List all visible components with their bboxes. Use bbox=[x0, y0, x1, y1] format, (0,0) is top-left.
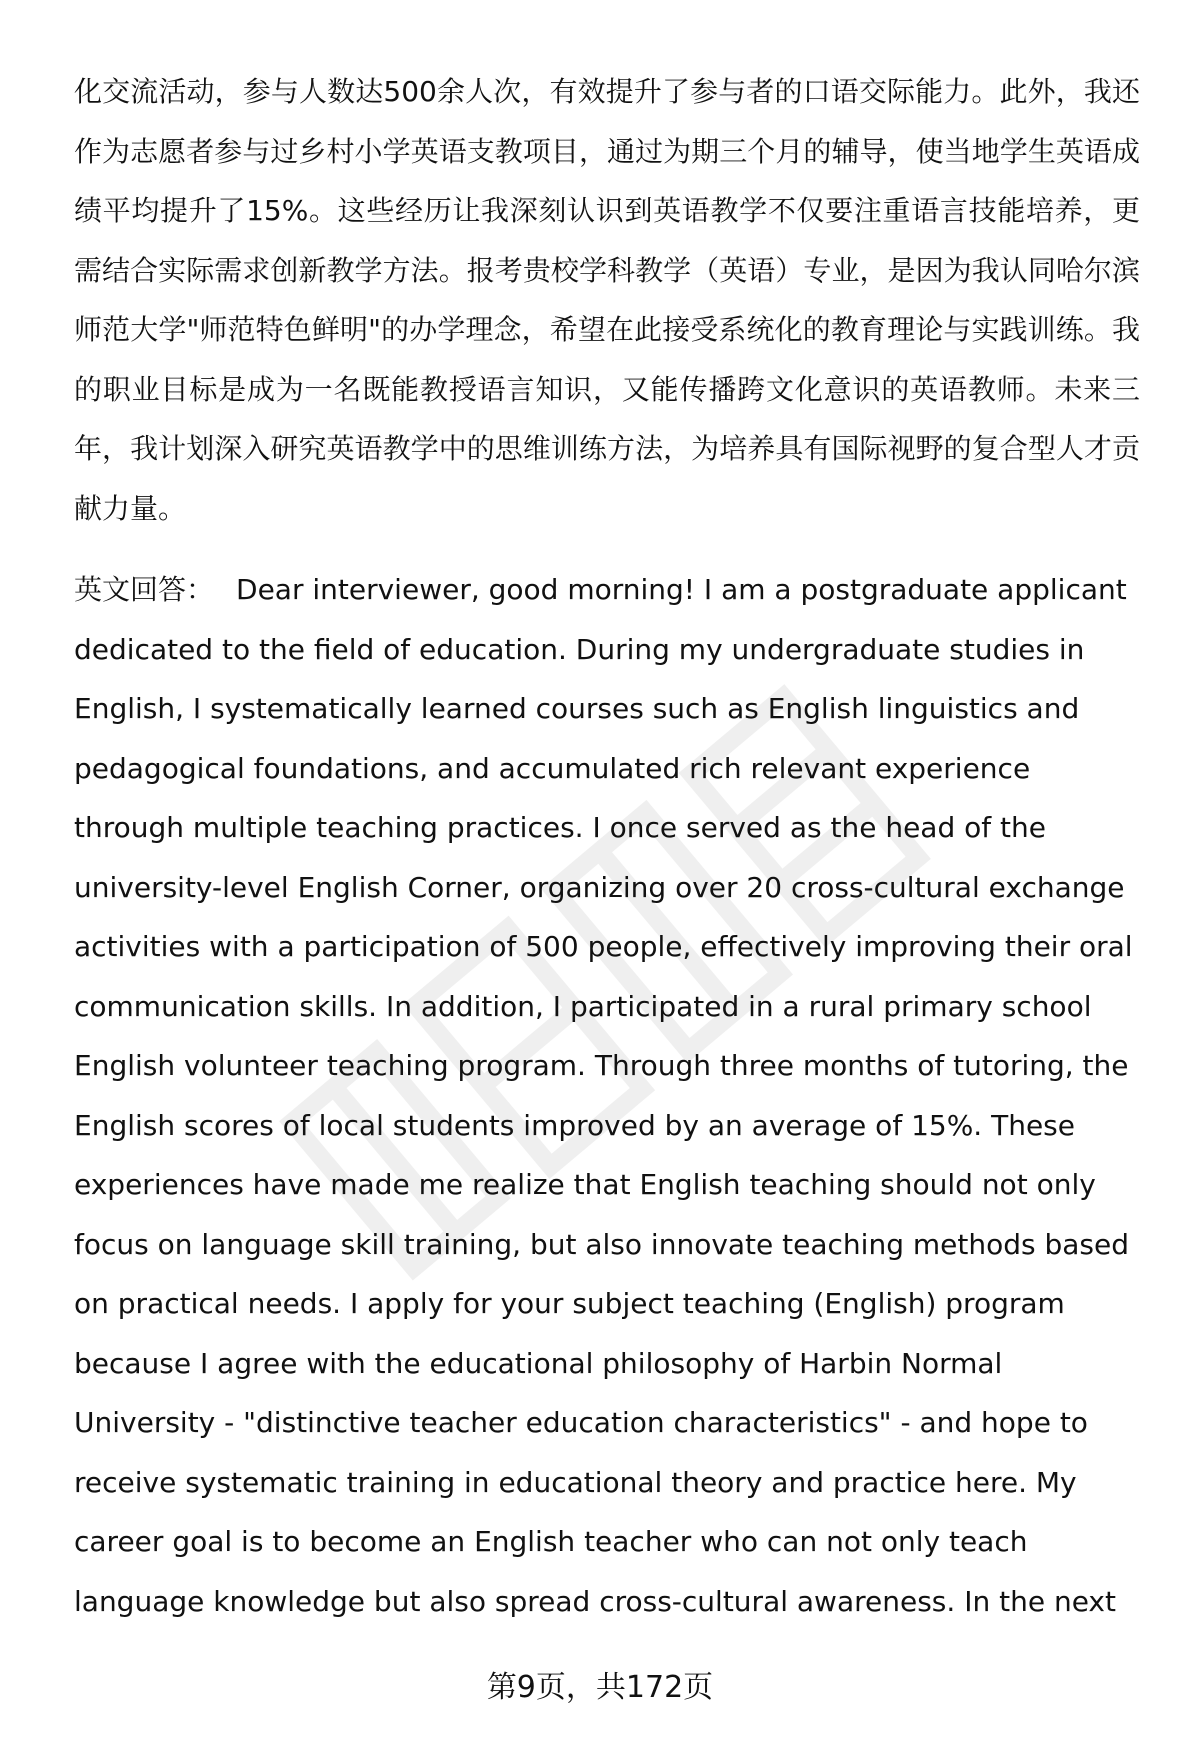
english-answer-paragraph bbox=[74, 560, 1140, 1631]
document-body bbox=[74, 62, 1140, 1631]
chinese-answer-paragraph: 化交流活动，参与人数达500余人次，有效提升了参与者的口语交际能力。此外，我还作为志愿者参与过乡村小学英语支教项目，通过为期三个月的辅导，使当地学生英语成绩平均提升了15%。这些经历让我深刻认识到英语教学不仅要注重语言技能培养，更需结合实际需求创新教学方法。报考贵校学科教学（英语）专业，是因为我认同哈尔滨师范大学"师范特色鲜明"的办学理念，希望在此接受系统化的教育理论与实践训练。我的职业目标是成为一名既能教授语言知识，又能传播跨文化意识的英语教师。未来三年，我计划深入研究英语教学中的思维训练方法，为培养具有国际视野的复合型人才贡献力量。 bbox=[74, 75, 1140, 525]
english-answer-label: 英文回答： bbox=[74, 573, 215, 606]
page-number: 第9页，共172页 bbox=[486, 1670, 714, 1705]
english-answer-text: Dear interviewer, good morning! I am a postgraduate applicant dedicated to the field of education. During my undergraduate studies in English, I systematically learned courses such as English linguistics and pedagogical foundations, and accumulated rich relevant experience through multiple teaching practices. I once served as the head of the university-level English Corner, organizing over 20 cross-cultural exchange activities with a participation of 500 people, effectively improving their oral communication skills. In addition, I participated in a rural primary school English volunteer teaching program. Through three months of tutoring, the English scores of local students improved by an average of 15%. These experiences have made me realize that English teaching should not only focus on language skill training, but also innovate teaching methods based on practical needs. I apply for your subject teaching (English) program because I agree with the educational philosophy of Harbin Normal University - "distinctive teacher education characteristics" - and hope to receive systematic training in educational theory and practice here. My career goal is to become an English teacher who can not only teach language knowledge but also spread cross-cultural awareness. In the next bbox=[74, 573, 1133, 1618]
